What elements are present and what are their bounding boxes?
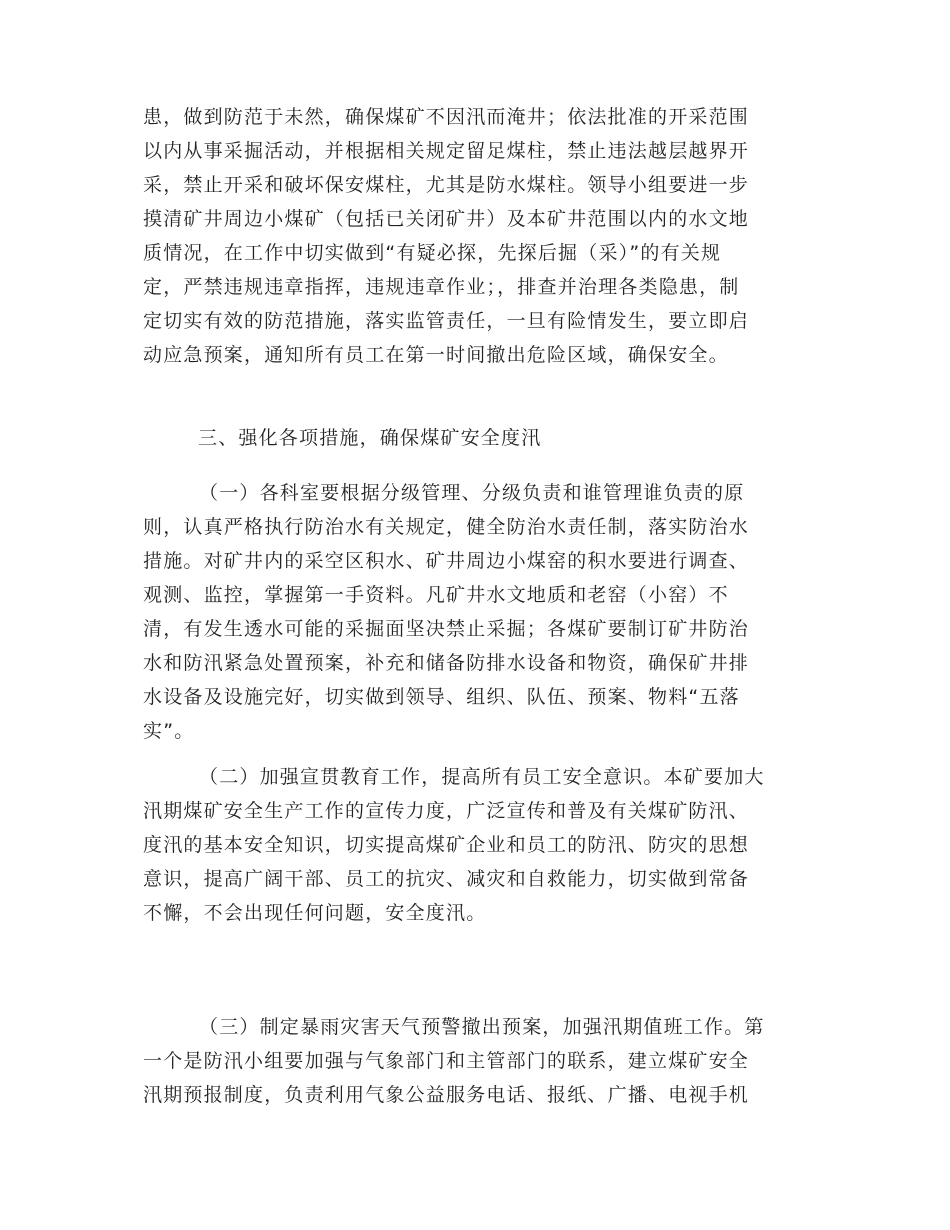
- paragraph-line: 水和防汛紧急处置预案，补充和储备防排水设备和物资，确保矿井排: [143, 652, 750, 674]
- paragraph-line: 定切实有效的防范措施，落实监管责任，一旦有险情发生，要立即启: [143, 310, 750, 332]
- paragraph-line: 摸清矿井周边小煤矿（包括已关闭矿井）及本矿井范围以内的水文地: [143, 208, 750, 230]
- paragraph-1: [143, 100, 808, 372]
- paragraph-line: 水设备及设施完好，切实做到领导、组织、队伍、预案、物料“五落: [143, 686, 740, 708]
- paragraph-line: 一个是防汛小组要加强与气象部门和主管部门的联系，建立煤矿安全: [143, 1050, 750, 1072]
- paragraph-line: （一）各科室要根据分级管理、分级负责和谁管理谁负责的原: [199, 482, 745, 504]
- section-heading: 三、强化各项措施，确保煤矿安全度汛: [198, 427, 542, 449]
- paragraph-2: [143, 476, 808, 748]
- paragraph-line: 观测、监控，掌握第一手资料。凡矿井水文地质和老窑（小窑）不: [143, 584, 729, 606]
- paragraph-4: [143, 1010, 808, 1112]
- paragraph-line: 质情况，在工作中切实做到“有疑必探，先探后掘（采）”的有关规: [143, 242, 722, 264]
- paragraph-line: 实”。: [143, 720, 195, 742]
- paragraph-line: 度汛的基本安全知识，切实提高煤矿企业和员工的防汛、防灾的思想: [143, 834, 750, 856]
- paragraph-line: 意识，提高广阔干部、员工的抗灾、减灾和自救能力，切实做到常备: [143, 868, 750, 890]
- paragraph-line: 汛期预报制度，负责利用气象公益服务电话、报纸、广播、电视手机: [143, 1084, 750, 1106]
- paragraph-line: 不懈，不会出现任何问题，安全度汛。: [143, 902, 487, 924]
- paragraph-line: 定，严禁违规违章指挥，违规违章作业；，排查并治理各类隐患，制: [143, 276, 740, 298]
- paragraph-line: 患，做到防范于未然，确保煤矿不因汛而淹井；依法批准的开采范围: [143, 106, 750, 128]
- paragraph-line: （二）加强宣贯教育工作，提高所有员工安全意识。本矿要加大: [199, 766, 765, 788]
- paragraph-line: 则，认真严格执行防治水有关规定，健全防治水责任制，落实防治水: [143, 516, 750, 538]
- paragraph-3: [143, 760, 808, 930]
- paragraph-line: （三）制定暴雨灾害天气预警撤出预案，加强汛期值班工作。第: [199, 1016, 765, 1038]
- paragraph-line: 清，有发生透水可能的采掘面坚决禁止采掘；各煤矿要制订矿井防治: [143, 618, 750, 640]
- paragraph-line: 汛期煤矿安全生产工作的宣传力度，广泛宣传和普及有关煤矿防汛、: [143, 800, 750, 822]
- paragraph-line: 措施。对矿井内的采空区积水、矿井周边小煤窑的积水要进行调查、: [143, 550, 750, 572]
- paragraph-line: 动应急预案，通知所有员工在第一时间撤出危险区域，确保安全。: [143, 344, 729, 366]
- paragraph-line: 以内从事采掘活动，并根据相关规定留足煤柱，禁止违法越层越界开: [143, 140, 750, 162]
- paragraph-line: 采，禁止开采和破坏保安煤柱，尤其是防水煤柱。领导小组要进一步: [143, 174, 750, 196]
